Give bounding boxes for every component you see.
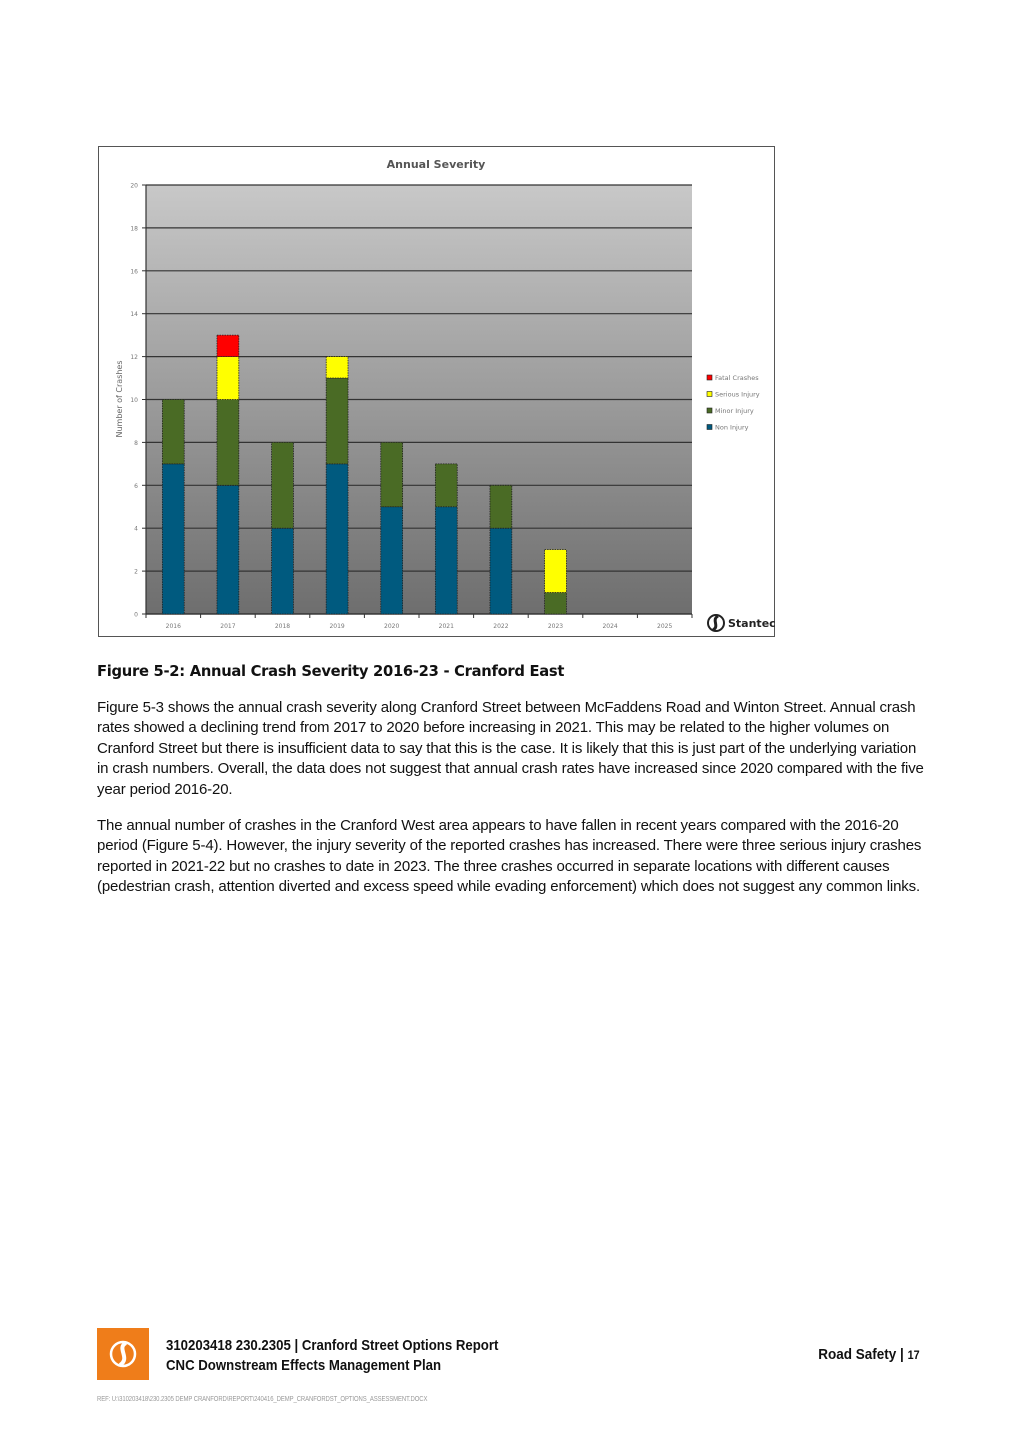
bar-segment-minor-injury-2020 xyxy=(381,442,403,506)
y-tick-label: 0 xyxy=(134,611,138,619)
file-reference: REF: U:\310203418\230.2305 DEMP CRANFORD\REPORT\240416_DEMP_CRANFORDST_OPTIONS_ASSESSMENT.DOCX xyxy=(97,1396,428,1403)
stantec-logo-icon xyxy=(97,1328,149,1380)
bar-segment-non-injury-2021 xyxy=(435,507,457,614)
body-paragraph-1: Figure 5-3 shows the annual crash severity along Cranford Street between McFaddens Road and Winton Street. Annual crash rates showed a declining trend from 2017 to 2020 before increasing in 2021. This may be related to the higher volumes on Cranford Street but there is insufficient data to say that this is the case. It is likely that this is just part of the underlying variation in crash numbers. Overall, the data does not suggest that annual crash rates have increased since 2020 compared with the five year period 2016-20. xyxy=(97,699,924,798)
x-tick-label: 2024 xyxy=(602,623,618,630)
y-tick-label: 20 xyxy=(130,182,138,190)
y-axis-label: Number of Crashes xyxy=(115,360,124,438)
legend-swatch xyxy=(707,408,712,413)
bar-segment-minor-injury-2019 xyxy=(326,378,348,464)
footer-title xyxy=(166,1336,498,1376)
x-tick-label: 2025 xyxy=(657,623,673,630)
bar-segment-serious-injury-2017 xyxy=(217,357,239,400)
bar-segment-minor-injury-2016 xyxy=(162,400,184,464)
bar-segment-non-injury-2016 xyxy=(162,464,184,614)
bar-segment-minor-injury-2017 xyxy=(217,400,239,486)
y-tick-label: 18 xyxy=(130,225,138,233)
y-tick-label: 16 xyxy=(130,268,138,276)
y-tick-label: 12 xyxy=(130,354,138,362)
legend-label: Serious Injury xyxy=(715,390,760,399)
legend xyxy=(707,374,760,432)
page-number: 17 xyxy=(907,1348,920,1362)
stantec-wordmark: Stantec xyxy=(728,617,776,630)
stantec-watermark xyxy=(708,615,776,631)
chart-frame xyxy=(98,146,775,637)
bar-segment-serious-injury-2019 xyxy=(326,357,348,378)
legend-swatch xyxy=(707,375,712,380)
y-tick-label: 4 xyxy=(134,525,138,533)
bar-segment-fatal-crashes-2017 xyxy=(217,335,239,356)
legend-swatch xyxy=(707,425,712,430)
legend-swatch xyxy=(707,392,712,397)
footer-line-2: CNC Downstream Effects Management Plan xyxy=(166,1357,442,1374)
bar-segment-non-injury-2020 xyxy=(381,507,403,614)
bar-segment-minor-injury-2023 xyxy=(545,593,567,614)
bar-segment-non-injury-2022 xyxy=(490,528,512,614)
bar-segment-minor-injury-2018 xyxy=(272,442,294,528)
bar-segment-non-injury-2017 xyxy=(217,485,239,614)
x-tick-label: 2017 xyxy=(220,623,236,630)
legend-label: Minor Injury xyxy=(715,407,754,415)
x-tick-label: 2016 xyxy=(165,623,181,630)
footer-section xyxy=(819,1346,920,1363)
footer-logo xyxy=(97,1328,149,1380)
body-paragraph-2: The annual number of crashes in the Cranford West area appears to have fallen in recent years compared with the 2016-20 period (Figure 5-4). However, the injury severity of the reported crashes has increased. There were three serious injury crashes reported in 2021-22 but no crashes to date in 2023. The three crashes occurred in separate locations with different causes (pedestrian crash, attention diverted and excess speed while evading enforcement) which does not suggest any common links. xyxy=(97,817,922,896)
x-tick-label: 2023 xyxy=(547,623,564,630)
bar-segment-minor-injury-2021 xyxy=(435,464,457,507)
x-tick-label: 2021 xyxy=(438,623,454,630)
annual-severity-chart xyxy=(99,147,776,638)
y-tick-label: 6 xyxy=(134,482,138,490)
bar-segment-non-injury-2018 xyxy=(272,528,294,614)
x-tick-label: 2019 xyxy=(329,623,345,630)
chart-title: Annual Severity xyxy=(386,158,486,171)
x-tick-label: 2020 xyxy=(384,623,400,630)
x-tick-label: 2022 xyxy=(493,623,509,630)
bar-segment-serious-injury-2023 xyxy=(545,550,567,593)
footer-line-1: 310203418 230.2305 | Cranford Street Options Report xyxy=(166,1337,499,1354)
y-tick-label: 14 xyxy=(130,311,138,319)
x-tick-label: 2018 xyxy=(274,623,291,630)
legend-label: Non Injury xyxy=(715,423,749,432)
section-name: Road Safety | xyxy=(818,1346,908,1363)
figure-caption: Figure 5-2: Annual Crash Severity 2016-23 - Cranford East xyxy=(97,662,565,680)
legend-label: Fatal Crashes xyxy=(715,374,759,382)
bar-segment-minor-injury-2022 xyxy=(490,485,512,528)
y-tick-label: 2 xyxy=(134,568,138,576)
y-tick-label: 10 xyxy=(130,397,138,404)
y-tick-label: 8 xyxy=(134,439,138,447)
bar-segment-non-injury-2019 xyxy=(326,464,348,614)
